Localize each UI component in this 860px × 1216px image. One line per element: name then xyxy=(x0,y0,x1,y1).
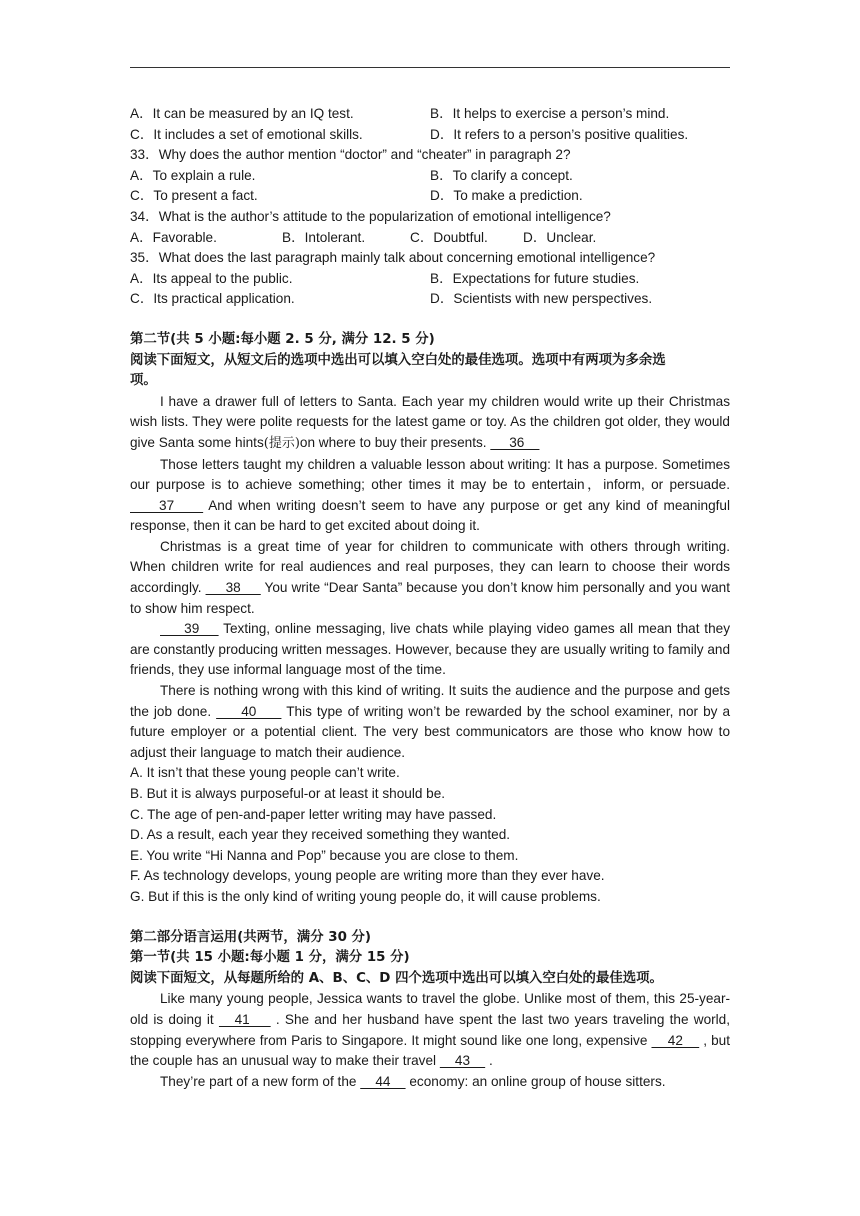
blank-39[interactable]: 39 xyxy=(160,621,219,637)
blank-43[interactable]: 43 xyxy=(439,1053,486,1069)
q33-options-row-2 xyxy=(130,186,730,207)
q34-stem: 34．What is the author’s attitude to the popularization of emotional intelligence? xyxy=(130,208,611,224)
blank-38[interactable]: 38 xyxy=(205,580,261,596)
q35-option-c[interactable]: C．Its practical application. xyxy=(130,291,295,307)
blank-42[interactable]: 42 xyxy=(651,1032,700,1048)
option-a[interactable]: A. It isn’t that these young people can’t write. xyxy=(130,765,400,781)
blank-44[interactable]: 44 xyxy=(360,1073,406,1089)
q33-option-a[interactable]: A．To explain a rule. xyxy=(130,167,256,183)
part2-heading: 第二部分语言运用(共两节，满分 30 分) xyxy=(130,929,372,945)
exam-page xyxy=(130,104,730,1092)
q34-options-row xyxy=(130,228,730,249)
q35-options-row-1 xyxy=(130,269,730,290)
option-e[interactable]: E. You write “Hi Nanna and Pop” because you are close to them. xyxy=(130,847,519,863)
option-c[interactable]: C. The age of pen-and-paper letter writing may have passed. xyxy=(130,806,497,822)
q33-options-row-1 xyxy=(130,166,730,187)
option-f[interactable]: F. As technology develops, young people are writing more than they ever have. xyxy=(130,868,605,884)
option-g[interactable]: G. But if this is the only kind of writing young people do, it will cause problems. xyxy=(130,888,601,904)
header-rule xyxy=(130,67,730,68)
section2-instruction-line-1: 阅读下面短文，从短文后的选项中选出可以填入空白处的最佳选项。选项中有两项为多余选 xyxy=(130,352,666,368)
option-d[interactable]: D. As a result, each year they received something they wanted. xyxy=(130,827,511,843)
passage2-paragraph-4: 39 Texting, online messaging, live chats while playing video games all mean that they are constantly producing written messages. However, because they are usually writing to family and friends, they use informal language most of the time. xyxy=(130,621,730,678)
q34-option-c[interactable]: C．Doubtful. xyxy=(410,229,488,245)
q33-option-d[interactable]: D．To make a prediction. xyxy=(430,188,583,204)
passage2-paragraph-1: I have a drawer full of letters to Santa. Each year my children would write up their Christmas wish lists. They were polite requests for the latest game or toy. As the children got older, they would give Santa some hints(提示)on where to buy their presents. 36 xyxy=(130,393,730,451)
section2-heading: 第二节(共 5 小题:每小题 2. 5 分, 满分 12. 5 分) xyxy=(130,331,435,347)
q34-option-d[interactable]: D．Unclear. xyxy=(523,229,597,245)
q32-option-b[interactable]: B．It helps to exercise a person’s mind. xyxy=(430,106,670,121)
blank-40[interactable]: 40 xyxy=(216,703,282,719)
q35-option-a[interactable]: A．Its appeal to the public. xyxy=(130,270,293,286)
q35-option-b[interactable]: B．Expectations for future studies. xyxy=(430,270,640,286)
blank-37[interactable]: 37 xyxy=(130,497,204,513)
passage3-paragraph-2: They’re part of a new form of the 44 economy: an online group of house sitters. xyxy=(160,1073,666,1089)
q33-option-b[interactable]: B．To clarify a concept. xyxy=(430,167,573,183)
q32-options-row-2 xyxy=(130,125,730,146)
passage2-paragraph-2: Those letters taught my children a valuable lesson about writing: It has a purpose. Sometimes our purpose is to achieve something; other times it may be to entertain，inform, or persuade. 37 And when writing doesn’t seem to have any purpose or get any kind of meaningful response, then it can be hard to get excited about doing it. xyxy=(130,456,730,534)
q32-option-c[interactable]: C．It includes a set of emotional skills. xyxy=(130,126,363,142)
blank-36[interactable]: 36 xyxy=(490,434,540,450)
passage2-paragraph-5: There is nothing wrong with this kind of writing. It suits the audience and the purpose and gets the job done. 40 This type of writing won’t be rewarded by the school examiner, nor by a future employer or a potential client. The very best communicators are those who know how to adjust their language to match their audience. xyxy=(130,683,731,760)
q34-option-b[interactable]: B．Intolerant. xyxy=(282,229,366,245)
blank-41[interactable]: 41 xyxy=(218,1011,271,1027)
part2-section1-heading: 第一节(共 15 小题:每小题 1 分，满分 15 分) xyxy=(130,950,410,966)
part2-instruction: 阅读下面短文，从每题所给的 A、B、C、D 四个选项中选出可以填入空白处的最佳选项。 xyxy=(130,970,663,986)
q33-stem: 33．Why does the author mention “doctor” and “cheater” in paragraph 2? xyxy=(130,147,571,163)
hint-gloss: (提示) xyxy=(263,435,300,451)
q32-options-row-1 xyxy=(130,104,730,125)
passage2-paragraph-3: Christmas is a great time of year for children to communicate with others through writing. When children write for real audiences and real purposes, they can learn to choose their words accordingly. 38 You write “Dear Santa” because you don’t know him personally and you want to show him respect. xyxy=(130,538,730,616)
q32-option-d[interactable]: D．It refers to a person’s positive qualities. xyxy=(430,126,689,142)
q32-option-a[interactable]: A．It can be measured by an IQ test. xyxy=(130,106,354,121)
option-b[interactable]: B. But it is always purposeful-or at least it should be. xyxy=(130,786,446,801)
section2-instruction-line-2: 项。 xyxy=(130,373,157,389)
q35-stem: 35．What does the last paragraph mainly talk about concerning emotional intelligence? xyxy=(130,250,656,266)
q35-options-row-2 xyxy=(130,289,730,310)
q35-option-d[interactable]: D．Scientists with new perspectives. xyxy=(430,291,653,307)
q34-option-a[interactable]: A．Favorable. xyxy=(130,229,217,245)
passage3-paragraph-1: Like many young people, Jessica wants to travel the globe. Unlike most of them, this 25-year-old is doing it 41 . She and her husband have spent the last two years traveling the world, stopping everywhere from Paris to Singapore. It might sound like one long, expensive 42 , but the couple has an unusual way to make their travel 43 . xyxy=(130,991,731,1069)
q33-option-c[interactable]: C．To present a fact. xyxy=(130,188,258,204)
